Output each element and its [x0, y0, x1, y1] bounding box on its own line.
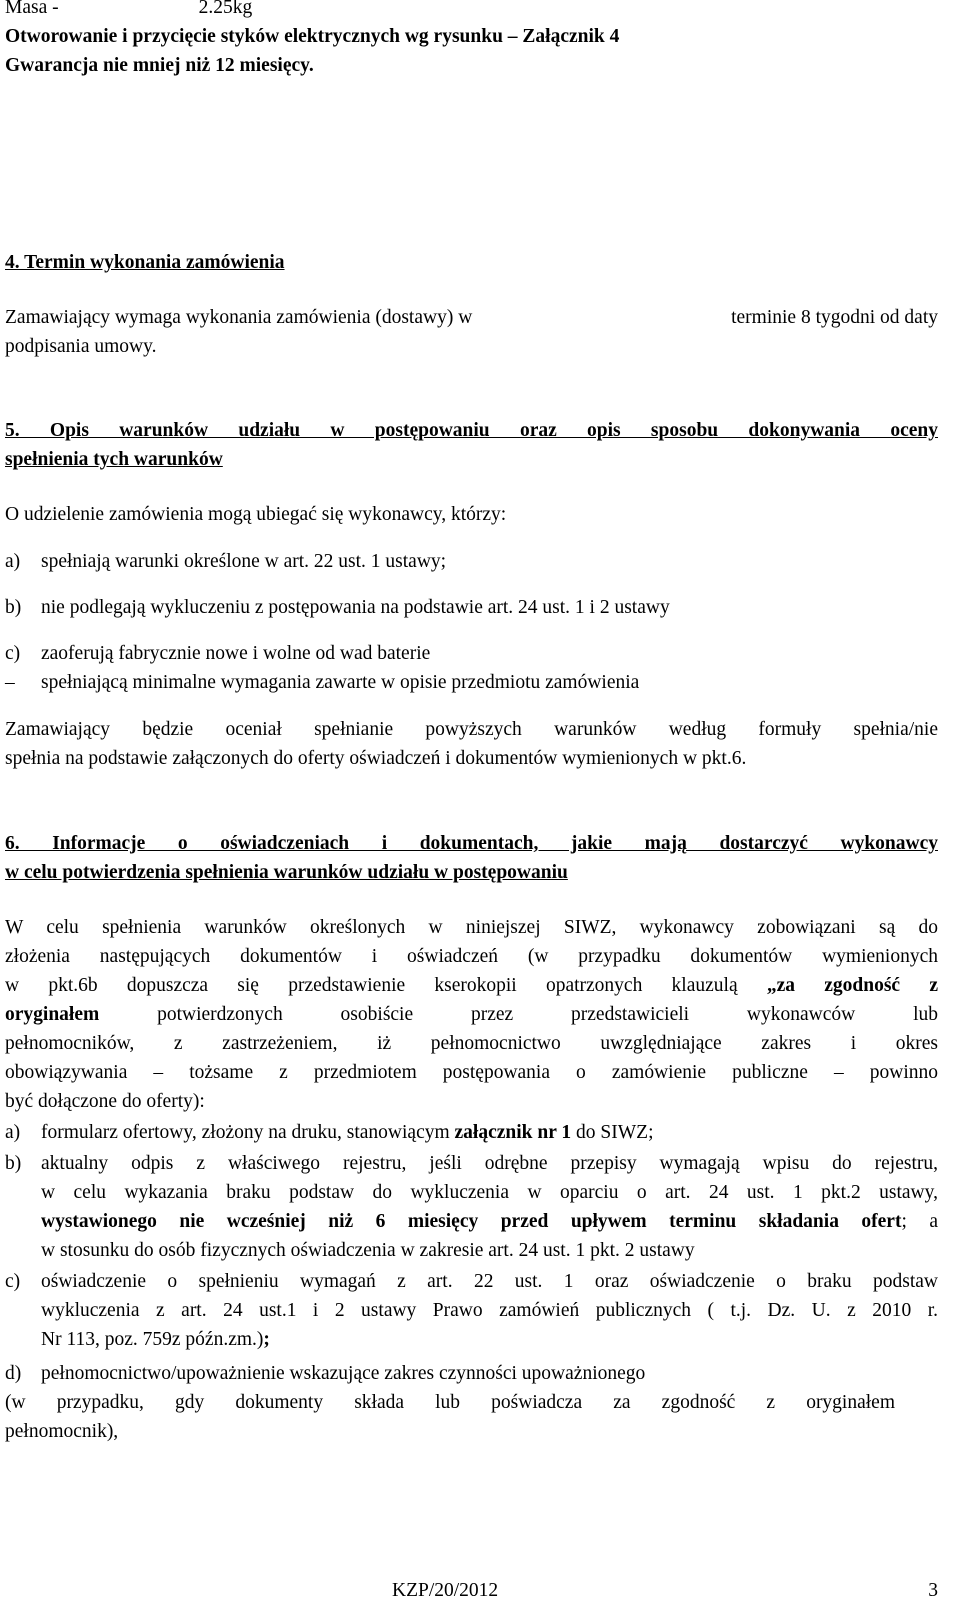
product-spec-block — [5, 0, 619, 80]
section-6-p-line: obowiązywania – tożsame z przedmiotem postępowania o zamówienie publiczne – powinno — [5, 1062, 938, 1083]
list-item-text — [41, 1149, 938, 1265]
section-4-title: 4. Termin wykonania zamówienia — [5, 252, 285, 273]
item-c-line: oświadczenie o spełnieniu wymagań z art. 22 ust. 1 oraz oświadczenie o braku podstaw — [41, 1271, 938, 1292]
list-item-text: zaoferują fabrycznie nowe i wolne od wad baterie — [41, 643, 431, 664]
list-item-text — [41, 1267, 938, 1354]
page-number: 3 — [928, 1580, 938, 1601]
drilling-line: Otworowanie i przycięcie styków elektrycznych wg rysunku – Załącznik 4 — [5, 26, 620, 47]
section-6-p-line — [5, 971, 938, 1000]
section-4-text-a: Zamawiający wymaga wykonania zamówienia (dostawy) w — [5, 307, 473, 328]
item-c-text: Nr 113, poz. 759z późn.zm.) — [41, 1329, 264, 1350]
list-item — [5, 1359, 938, 1388]
item-d-line: pełnomocnik), — [5, 1421, 119, 1442]
mass-value: 2.25kg — [198, 0, 253, 18]
dash-bullet-icon: – — [5, 672, 15, 693]
item-a-bold: załącznik nr 1 — [454, 1122, 572, 1143]
item-b-line: aktualny odpis z właściwego rejestru, jeśli odrębne przepisy wymagają wpisu do rejestru, — [41, 1153, 938, 1174]
warranty-line: Gwarancja nie mniej niż 12 miesięcy. — [5, 55, 314, 76]
mass-label: Masa - — [5, 0, 59, 18]
list-item-label: b) — [5, 597, 22, 618]
list-item-label: c) — [5, 1271, 21, 1292]
item-b-post: ; a — [901, 1211, 938, 1232]
section-6-p3-text: w pkt.6b dopuszcza się przedstawienie kserokopii opatrzonych klauzulą — [5, 975, 767, 996]
item-c-line: wykluczenia z art. 24 ust.1 i 2 ustawy Prawo zamówień publicznych ( t.j. Dz. U. z 2010 r. — [41, 1300, 938, 1321]
section-5-title-line1: 5. Opis warunków udziału w postępowaniu oraz opis sposobu dokonywania oceny — [5, 420, 938, 441]
item-b-line — [41, 1207, 938, 1236]
section-6-p4-bold: oryginałem — [5, 1004, 100, 1025]
item-b-line: w celu wykazania braku podstaw do wykluczenia w oparciu o art. 24 ust. 1 pkt.2 ustawy, — [41, 1182, 938, 1203]
list-item-label: b) — [5, 1153, 22, 1174]
item-a-post: do SIWZ; — [571, 1122, 654, 1143]
section-6 — [5, 829, 938, 1446]
section-6-title-line1: 6. Informacje o oświadczeniach i dokumentach, jakie mają dostarczyć wykonawcy — [5, 833, 938, 854]
section-5-para-line1: Zamawiający będzie oceniał spełnianie powyższych warunków według formuły spełnia/nie — [5, 719, 938, 740]
item-c-line — [41, 1325, 938, 1354]
list-item-label: a) — [5, 551, 21, 572]
list-item-text: pełnomocnictwo/upoważnienie wskazujące zakres czynności upoważnionego — [41, 1363, 646, 1384]
section-6-p-line: być dołączone do oferty): — [5, 1091, 205, 1112]
section-5-title-line2: spełnienia tych warunków — [5, 449, 223, 470]
list-item-text: nie podlegają wykluczeniu z postępowania na podstawie art. 24 ust. 1 i 2 ustawy — [41, 597, 670, 618]
item-b-bold: wystawionego nie wcześniej niż 6 miesięcy przed upływem terminu składania ofert — [41, 1211, 902, 1232]
section-4 — [5, 248, 938, 361]
list-item-label: a) — [5, 1122, 21, 1143]
section-4-text-b: terminie 8 tygodni od daty — [731, 307, 938, 328]
item-c-bold: ; — [263, 1329, 270, 1350]
item-a-text: formularz ofertowy, złożony na druku, stanowiącym — [41, 1122, 455, 1143]
list-item-label: d) — [5, 1363, 22, 1384]
section-6-p-line — [5, 1000, 938, 1029]
section-6-p-line: W celu spełnienia warunków określonych w niniejszej SIWZ, wykonawcy zobowiązani są do — [5, 917, 938, 938]
list-item-text — [41, 1118, 938, 1147]
section-4-text-line1 — [5, 303, 938, 332]
section-4-text-line2: podpisania umowy. — [5, 336, 157, 357]
list-item — [5, 639, 938, 668]
section-5-para-line2: spełnia na podstawie załączonych do oferty oświadczeń i dokumentów wymienionych w pkt.6. — [5, 748, 747, 769]
list-item — [5, 547, 938, 576]
list-item-label: c) — [5, 643, 21, 664]
dash-item-text: spełniającą minimalne wymagania zawarte w opisie przedmiotu zamówienia — [41, 672, 640, 693]
section-6-p3-bold: „za zgodność z — [766, 975, 938, 996]
mass-line — [5, 0, 619, 22]
section-6-title-line2: w celu potwierdzenia spełnienia warunków udziału w postępowaniu — [5, 862, 568, 883]
list-item-text: spełniają warunki określone w art. 22 ust. 1 ustawy; — [41, 551, 447, 572]
item-b-line: w stosunku do osób fizycznych oświadczenia w zakresie art. 24 ust. 1 pkt. 2 ustawy — [41, 1240, 695, 1261]
section-5 — [5, 416, 938, 773]
list-item — [5, 1267, 938, 1354]
list-item — [5, 1118, 938, 1147]
document-reference: KZP/20/2012 — [392, 1580, 499, 1601]
list-item — [5, 593, 938, 622]
page-footer — [5, 1576, 938, 1606]
section-6-p4-text: potwierdzonych osobiście przez przedstawicieli wykonawców lub — [99, 1004, 938, 1025]
section-5-intro: O udzielenie zamówienia mogą ubiegać się wykonawcy, którzy: — [5, 504, 507, 525]
section-6-p-line: złożenia następujących dokumentów i oświadczeń (w przypadku dokumentów wymienionych — [5, 946, 938, 967]
section-6-p-line: pełnomocników, z zastrzeżeniem, iż pełnomocnictwo uwzględniające zakres i okres — [5, 1033, 938, 1054]
item-d-line: (w przypadku, gdy dokumenty składa lub poświadcza za zgodność z oryginałem — [5, 1392, 895, 1413]
list-item — [5, 1149, 938, 1265]
dash-item — [5, 668, 938, 697]
